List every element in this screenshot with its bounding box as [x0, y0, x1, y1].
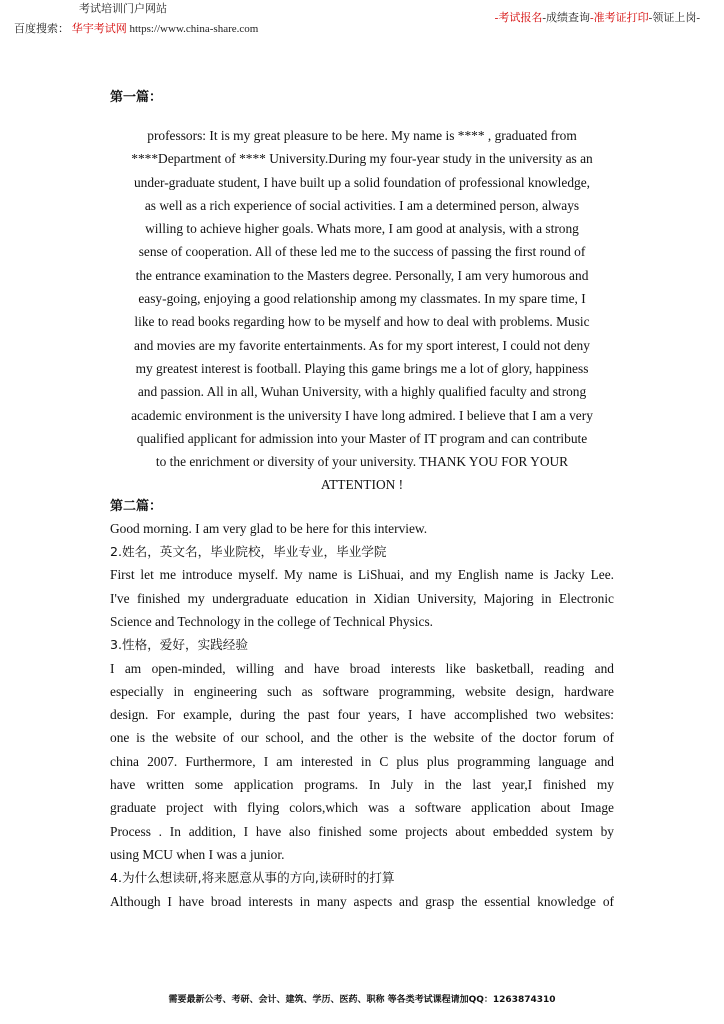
section-2-line: I've finished my undergraduate education in Xidian University, Majoring in Electronic — [110, 590, 614, 606]
brand-link[interactable]: 华宇考试网 — [71, 23, 127, 35]
article-1-line: like to read books regarding how to be myself and how to deal with problems. Music — [134, 314, 590, 330]
article-1-line: ****Department of **** University.During my four-year study in the university as an — [131, 151, 593, 167]
article-1-line: to the enrichment or diversity of your university. THANK YOU FOR YOUR — [155, 454, 569, 470]
site-title: 考试培训门户网站 — [79, 3, 167, 15]
section-3-line: using MCU when I was a junior. — [110, 846, 285, 862]
section-3-body — [110, 657, 614, 867]
section-3-line: one is the website of our school, and the other is the website of the doctor forum of — [110, 730, 614, 746]
article-1-line: and passion. All in all, Wuhan University, with a highly qualified faculty and strong — [137, 384, 587, 400]
section-2-body — [110, 563, 614, 633]
nav-exam-signup[interactable]: -考试报名 — [494, 12, 543, 24]
article-1-line: sense of cooperation. All of these led me to the success of passing the first round of — [138, 244, 586, 260]
section-3-line: Process . In addition, I have also finished some projects about embedded system by — [110, 823, 614, 839]
section-3-line: design. For example, during the past four years, I have accomplished two websites: — [110, 707, 614, 723]
article-1-heading: 第一篇： — [110, 90, 163, 105]
article-1-body — [110, 124, 614, 497]
section-2-line: First let me introduce myself. My name is LiShuai, and my English name is Jacky Lee. — [110, 567, 614, 583]
greeting: Good morning. I am very glad to be here for this interview. — [110, 520, 428, 536]
section-3-title: 3.性格，爱好，实践经验 — [110, 637, 248, 653]
article-1-line: willing to achieve higher goals. Whats more, I am good at analysis, with a strong — [145, 221, 579, 237]
nav-certificate[interactable]: -领证上岗- — [648, 12, 700, 24]
article-1-line: and movies are my favorite entertainments. As for my sport interest, I could not deny — [134, 337, 590, 353]
article-1-line: as well as a rich experience of social activities. I am a determined person, always — [144, 197, 580, 213]
section-3-line: graduate project with flying colors,which was a software application about Image — [110, 800, 614, 816]
section-4-title: 4.为什么想读研,将来愿意从事的方向,读研时的打算 — [110, 870, 395, 886]
section-3-line: especially in engineering such as software programming, website design, hardware — [110, 683, 614, 699]
article-1-line: the entrance examination to the Masters degree. Personally, I am very humorous and — [135, 267, 589, 283]
section-3-line: china 2007. Furthermore, I am interested in C plus plus programming language and — [110, 753, 614, 769]
document-body — [110, 88, 614, 913]
section-2-line: Science and Technology in the college of Technical Physics. — [110, 613, 434, 629]
article-1-line: my greatest interest is football. Playing this game brings me a lot of glory, happiness — [135, 360, 589, 376]
nav-admission-print[interactable]: -准考证打印 — [590, 12, 649, 24]
section-3-line: I am open-minded, willing and have broad interests like basketball, reading and — [110, 660, 614, 676]
nav-score-query[interactable]: -成绩查询 — [542, 12, 590, 24]
article-1-line: qualified applicant for admission into your Master of IT program and can contribute — [136, 430, 588, 446]
article-1-line: academic environment is the university I have long admired. I believe that I am a very — [131, 407, 593, 423]
header-nav — [495, 11, 700, 25]
section-4-body — [110, 890, 614, 913]
site-url[interactable]: https://www.china-share.com — [129, 23, 259, 35]
footer-ad: 需要最新公考、考研、会计、建筑、学历、医药、职称 等各类考试课程请加QQ：1263874310 — [168, 995, 556, 1005]
section-3-line: have written some application programs. In July in the last year,I finished my — [110, 777, 614, 793]
article-1-line: easy-going, enjoying a good relationship among my classmates. In my spare time, I — [138, 291, 586, 307]
article-1-line: professors: It is my great pleasure to be here. My name is **** , graduated from — [147, 128, 577, 143]
article-2-heading: 第二篇： — [110, 498, 163, 514]
section-4-line: Although I have broad interests in many aspects and grasp the essential knowledge of — [110, 893, 614, 909]
article-1-line: under-graduate student, I have built up a solid foundation of professional knowledge, — [133, 174, 590, 190]
search-prefix: 百度搜索： — [14, 23, 69, 35]
header-search-bar — [14, 22, 258, 36]
section-2-title: 2.姓名，英文名，毕业院校，毕业专业，毕业学院 — [110, 544, 387, 560]
article-1-line: ATTENTION ! — [320, 477, 404, 493]
